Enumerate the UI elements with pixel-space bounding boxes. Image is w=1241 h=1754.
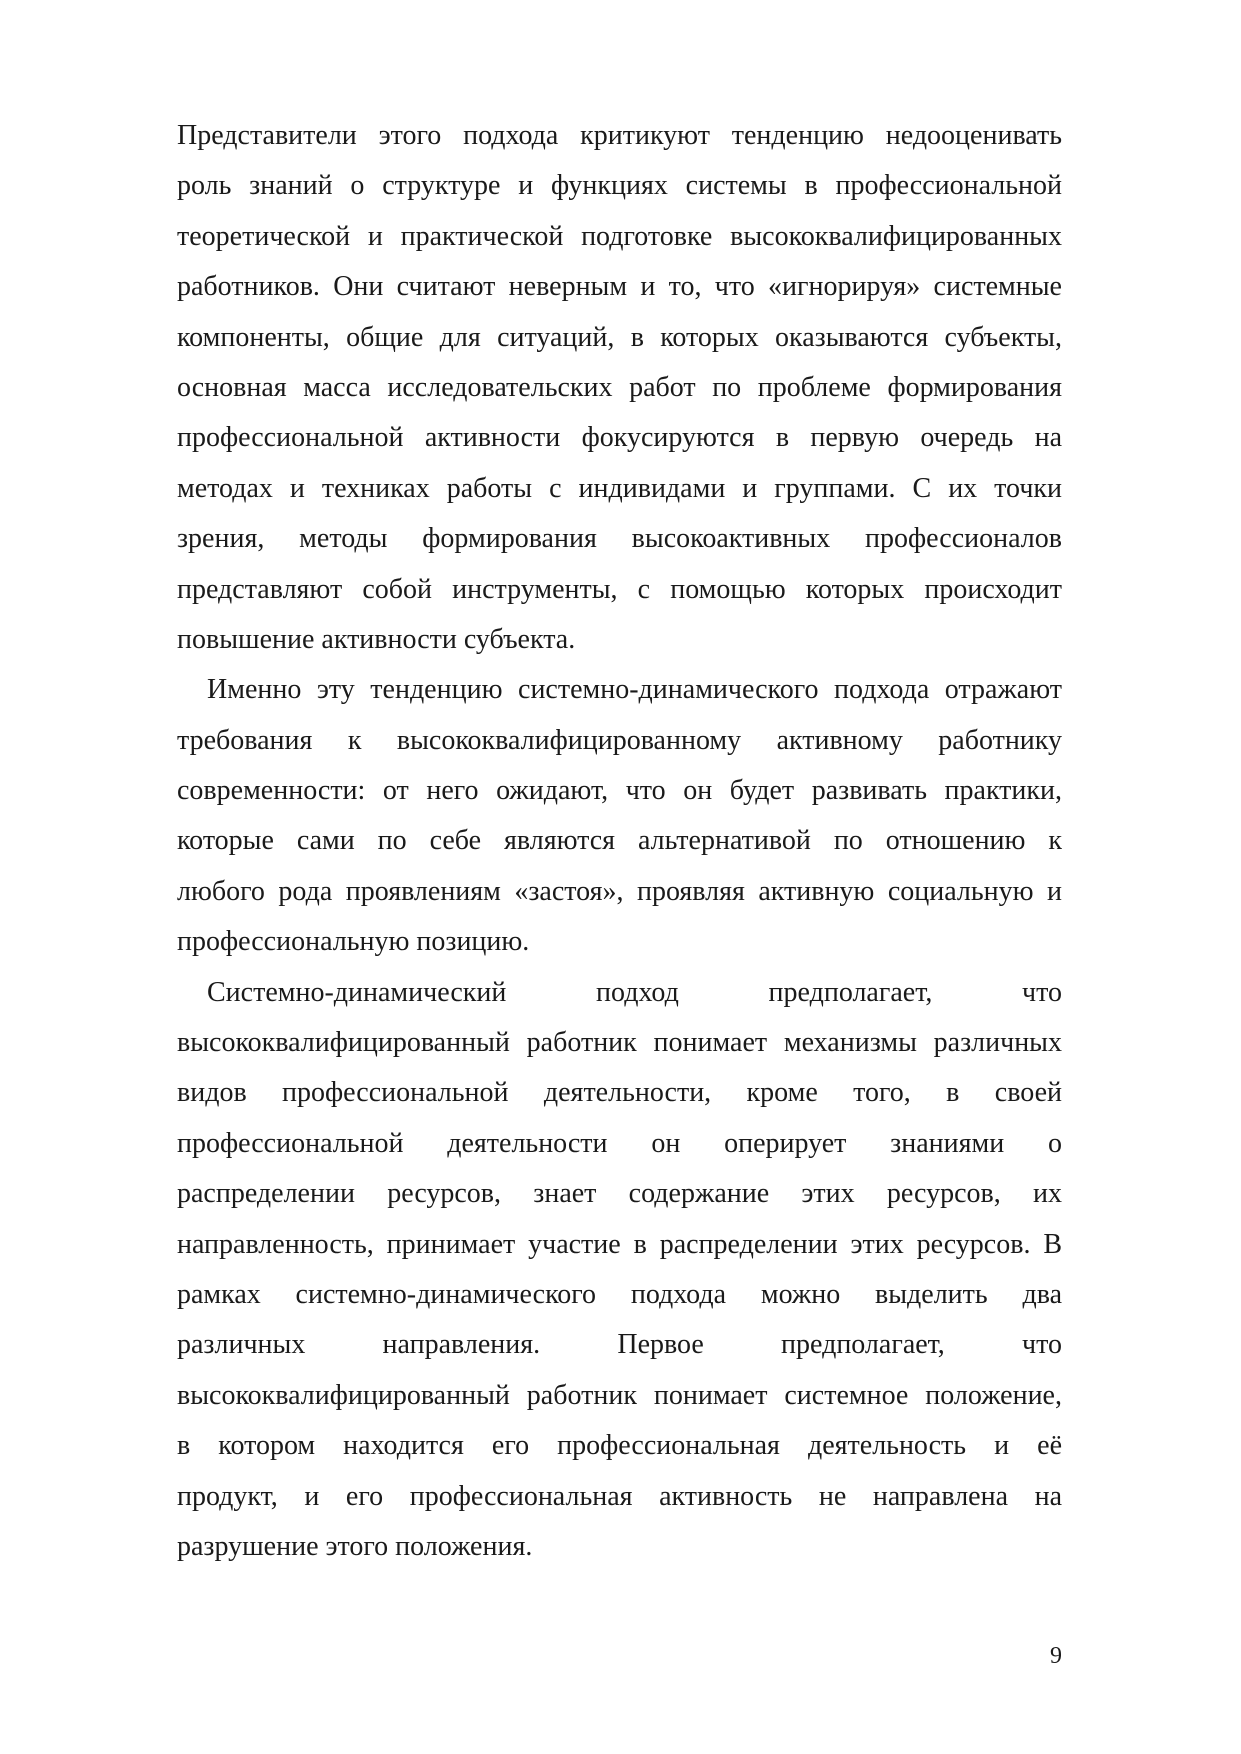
text-line: Именно эту тенденцию системно-динамического подхода отражают [207,674,1062,706]
text-line: повышение активности субъекта. [177,623,576,655]
paragraph-1 [177,111,1062,665]
text-line: компоненты, общие для ситуаций, в которых оказываются субъекты, [177,321,1062,353]
text-line: видов профессиональной деятельности, кроме того, в своей [177,1077,1062,1109]
text-line: высококвалифицированный работник понимает системное положение, [177,1379,1062,1411]
text-line: рамках системно-динамического подхода можно выделить два [177,1278,1062,1310]
paragraph-2 [177,665,1062,967]
text-line: профессиональную позицию. [177,926,530,958]
text-line: высококвалифицированный работник понимает механизмы различных [177,1027,1062,1059]
text-line: теоретической и практической подготовке высококвалифицированных [177,220,1062,252]
text-line: методах и техниках работы с индивидами и группами. С их точки [177,472,1062,504]
text-line: любого рода проявлениям «застоя», проявляя активную социальную и [177,875,1062,907]
text-line: продукт, и его профессиональная активность не направлена на [177,1480,1062,1512]
text-line: основная масса исследовательских работ по проблеме формирования [177,371,1062,403]
text-line: Системно-динамический подход предполагает, что [207,976,1062,1008]
text-line: представляют собой инструменты, с помощью которых происходит [177,573,1062,605]
text-line: роль знаний о структуре и функциях системы в профессиональной [177,170,1062,202]
text-line: в котором находится его профессиональная деятельность и её [177,1430,1062,1462]
body-text [177,111,1062,1572]
text-line: которые сами по себе являются альтернативой по отношению к [177,825,1062,857]
text-line: разрушение этого положения. [177,1530,533,1562]
page-number: 9 [1050,1643,1062,1669]
text-line: различных направления. Первое предполагает, что [177,1329,1062,1361]
text-line: зрения, методы формирования высокоактивных профессионалов [177,523,1062,555]
text-line: профессиональной деятельности он оперирует знаниями о [177,1127,1062,1159]
text-line: Представители этого подхода критикуют тенденцию недооценивать [177,120,1062,151]
text-line: направленность, принимает участие в распределении этих ресурсов. В [177,1228,1062,1260]
text-line: профессиональной активности фокусируются в первую очередь на [177,422,1062,454]
paragraph-3 [177,968,1062,1573]
text-line: современности: от него ожидают, что он будет развивать практики, [177,775,1062,807]
text-line: распределении ресурсов, знает содержание этих ресурсов, их [177,1178,1062,1210]
text-line: работников. Они считают неверным и то, что «игнорируя» системные [177,271,1062,303]
text-line: требования к высококвалифицированному активному работнику [177,724,1062,756]
